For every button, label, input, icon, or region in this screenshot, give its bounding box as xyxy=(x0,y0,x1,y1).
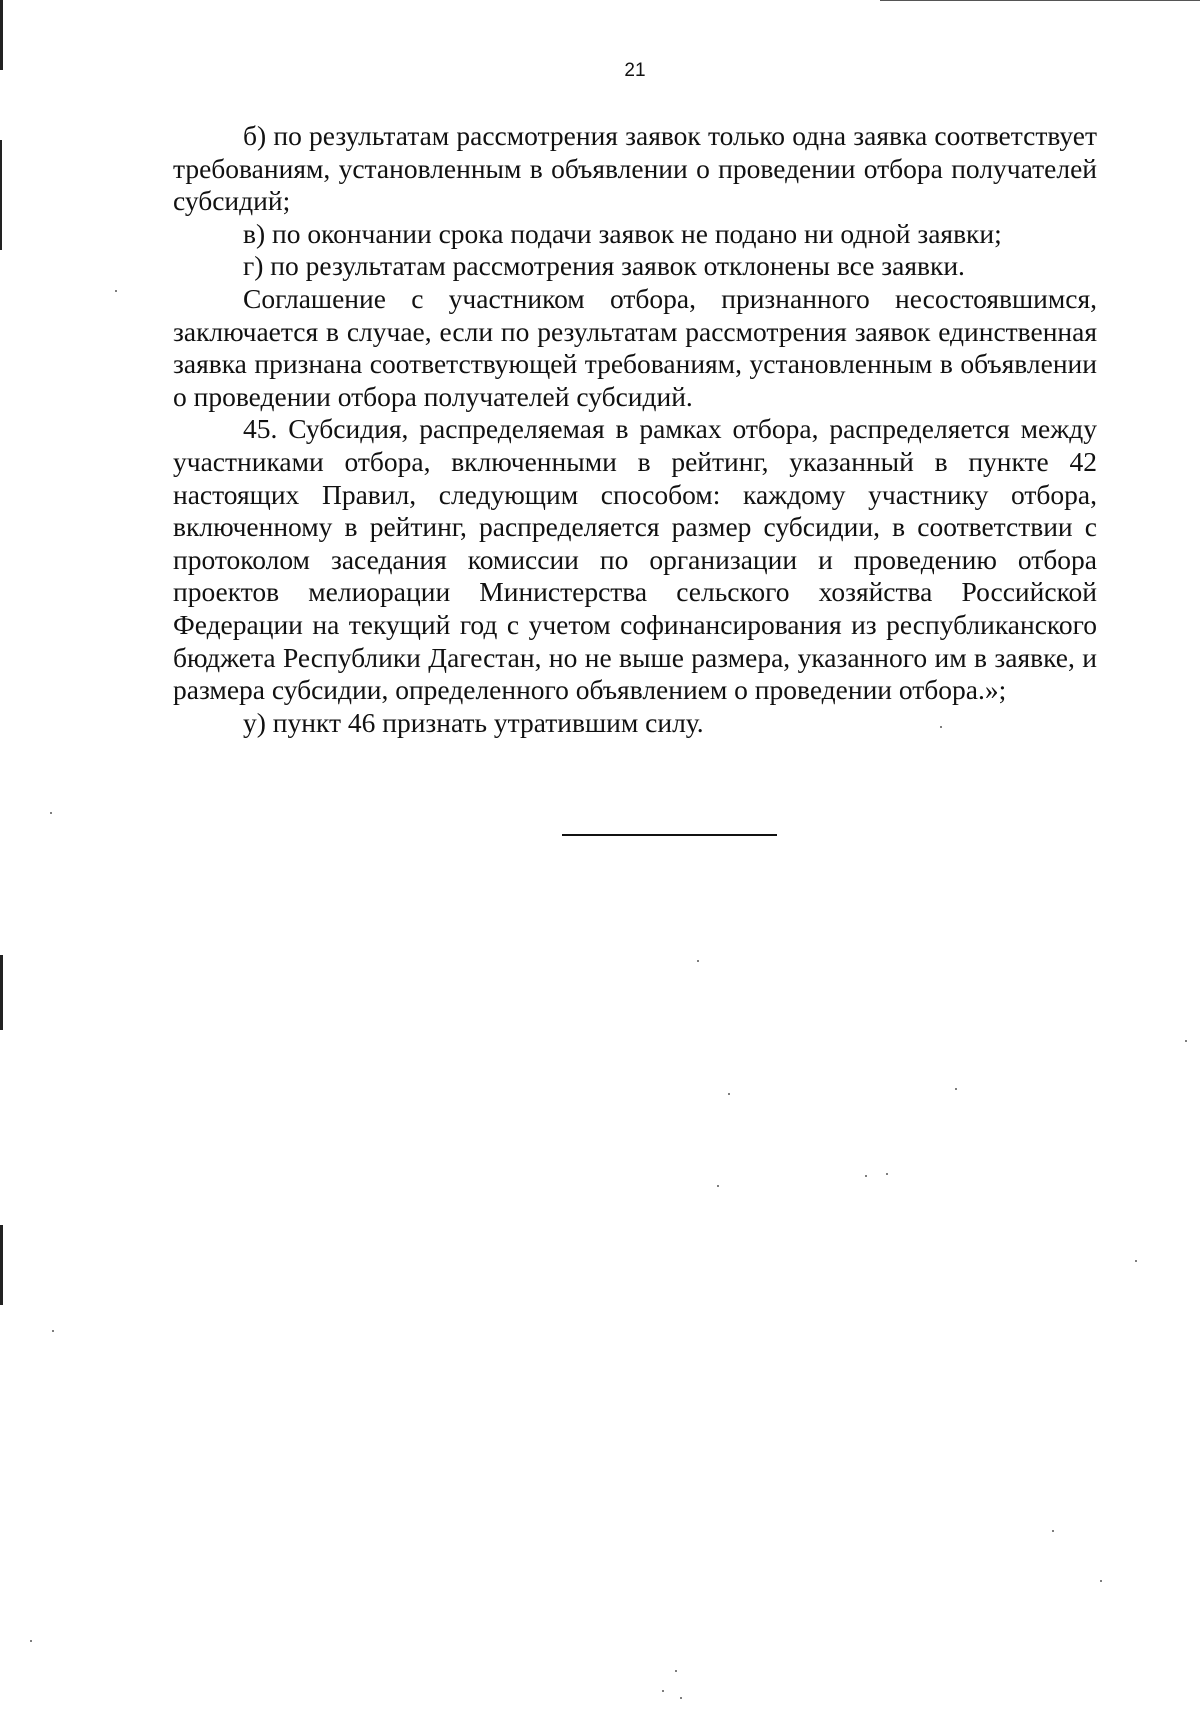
scan-edge-mark xyxy=(0,955,3,1030)
paragraph-item-u: у) пункт 46 признать утратившим силу. xyxy=(243,706,704,738)
scan-speck xyxy=(697,960,699,962)
scan-speck xyxy=(865,1175,867,1177)
scan-speck xyxy=(1185,1040,1187,1042)
scan-speck xyxy=(940,726,942,728)
paragraph-clause-45: 45. Субсидия, распределяемая в рамках отбора, распределяется между участниками отбора, включенными в рейтинг, указанный в пункте 42 настоящих Правил, следующим способом: каждому участнику отбора, включенному в рейтинг, распределяется размер субсидии, в соответствии с протоколом заседания комиссии по организации и проведению отбора проектов мелиорации Министерства сельского хозяйства Российской Федерации на текущий год с учетом софинансирования из республиканского бюджета Республики Дагестан, но не выше размера, указанного им в заявке, и размера субсидии, определенного объявлением о проведении отбора.»; xyxy=(173,413,1097,706)
document-body xyxy=(173,120,1097,739)
scan-speck xyxy=(675,1670,677,1672)
paragraph-item-b: б) по результатам рассмотрения заявок только одна заявка соответствует требованиям, установленным в объявлении о проведении отбора получателей субсидий; xyxy=(173,120,1097,217)
paragraph-item-v: в) по окончании срока подачи заявок не подано ни одной заявки; xyxy=(243,217,1002,249)
scan-speck xyxy=(662,1690,664,1692)
paragraph-item-g: г) по результатам рассмотрения заявок отклонены все заявки. xyxy=(243,250,965,282)
scan-speck xyxy=(30,1640,32,1642)
scan-speck xyxy=(886,1173,888,1175)
end-separator-line xyxy=(562,834,777,836)
scan-edge-mark xyxy=(880,0,1200,1)
page-number: 21 xyxy=(624,60,646,81)
paragraph-agreement: Соглашение с участником отбора, признанного несостоявшимся, заключается в случае, если по результатам рассмотрения заявок единственная заявка признана соответствующей требованиям, установленным в объявлении о проведении отбора получателей субсидий. xyxy=(173,282,1097,412)
scan-speck xyxy=(680,1697,682,1699)
scan-speck xyxy=(115,290,117,292)
scan-speck xyxy=(728,1093,730,1095)
scan-edge-mark xyxy=(0,1225,3,1305)
scan-speck xyxy=(717,1185,719,1187)
scan-speck xyxy=(1052,1530,1054,1532)
scan-edge-mark xyxy=(0,0,3,70)
scan-speck xyxy=(50,812,52,814)
scan-speck xyxy=(955,1088,957,1090)
scan-edge-mark xyxy=(0,140,2,250)
scan-speck xyxy=(52,1330,54,1332)
scan-speck xyxy=(1100,1580,1102,1582)
scan-speck xyxy=(1135,1260,1137,1262)
